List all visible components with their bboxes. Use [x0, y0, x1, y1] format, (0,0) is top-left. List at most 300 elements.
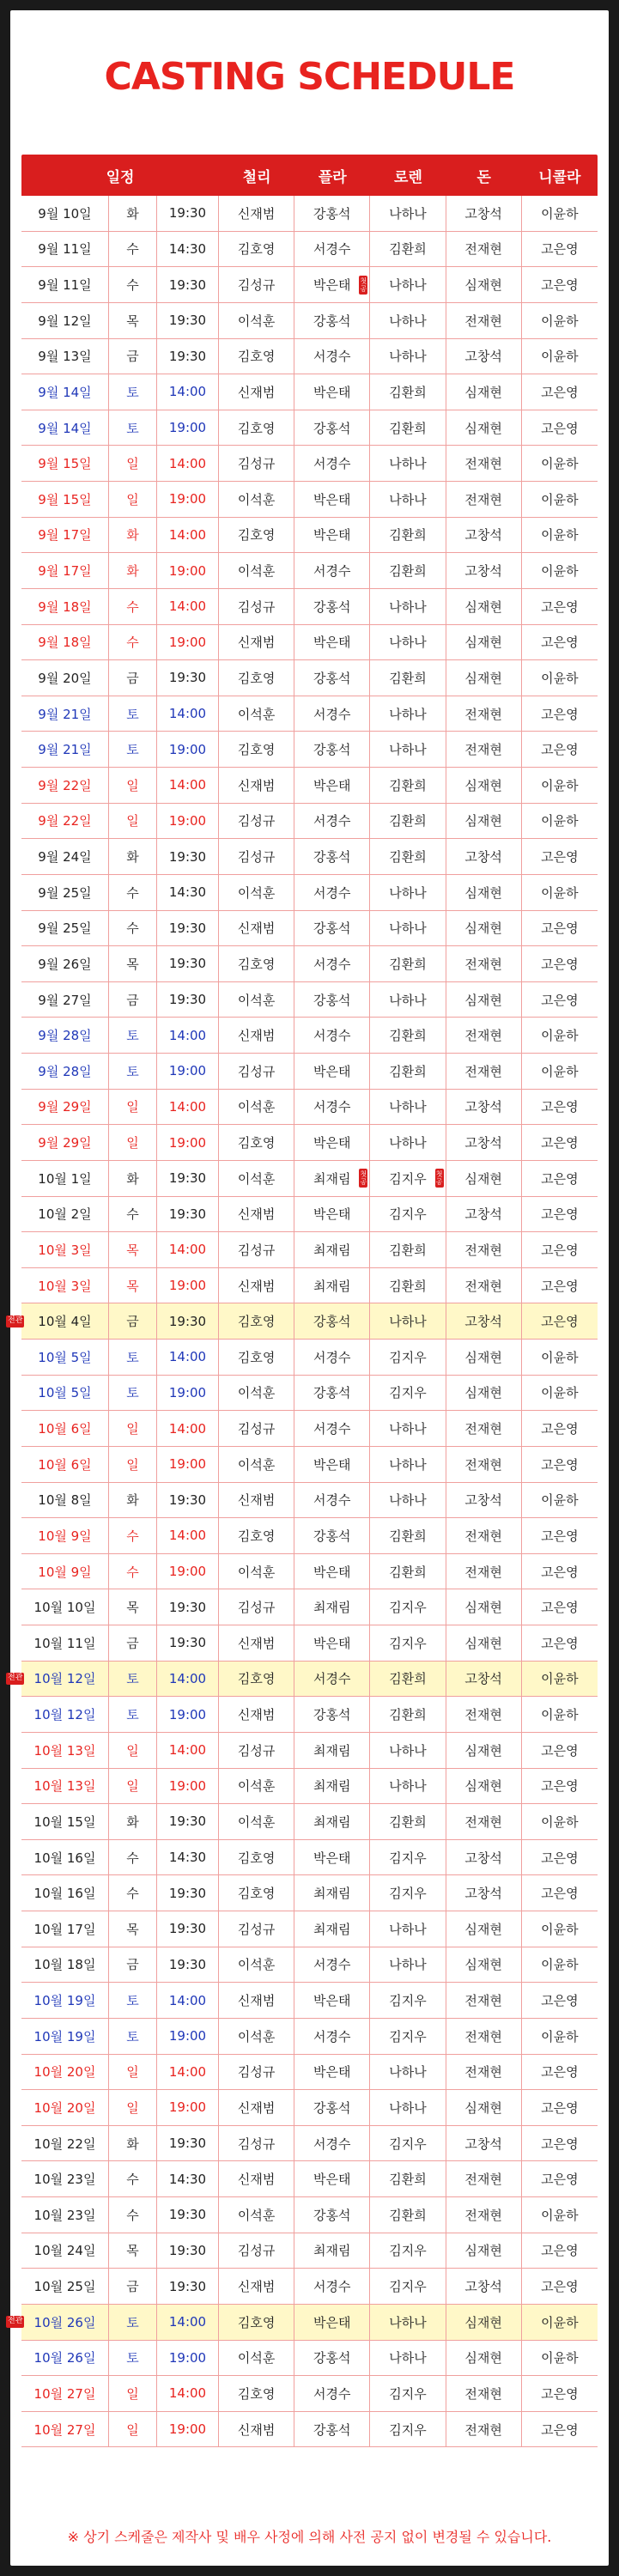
table-row: [21, 839, 598, 875]
cast-cell: [446, 1840, 522, 1875]
time-cell: [157, 1054, 219, 1089]
cast-cell-text: 고창석: [464, 1314, 502, 1330]
cast-cell: [294, 1125, 370, 1160]
cast-cell: [522, 911, 598, 946]
cast-cell: [294, 339, 370, 374]
cast-cell-text: 김호영: [237, 1671, 276, 1687]
cast-cell: [446, 1340, 522, 1375]
time-cell-text: 19:30: [168, 848, 207, 865]
table-row: [21, 875, 598, 911]
day-cell-text: 일: [126, 813, 139, 829]
day-cell-text: 수: [126, 635, 139, 651]
day-cell: [109, 267, 157, 302]
cast-cell-text: 김환희: [389, 1707, 427, 1723]
cast-cell: [522, 1733, 598, 1768]
day-cell-text: 금: [126, 670, 139, 686]
date-cell: [21, 1697, 109, 1732]
cast-cell-text: 고창석: [464, 349, 502, 365]
day-cell-text: 토: [126, 1028, 139, 1044]
time-cell-text: 14:00: [168, 1349, 207, 1365]
cast-cell-text: 고은영: [541, 2421, 579, 2438]
date-cell-text: 9월 20일: [38, 670, 92, 686]
date-cell: [21, 1447, 109, 1482]
day-cell: [109, 1697, 157, 1732]
cast-cell-text: 나하나: [389, 1742, 427, 1759]
cast-cell-text: 전재현: [464, 1063, 502, 1079]
cast-cell: [370, 1018, 446, 1053]
table-row: [21, 804, 598, 840]
cast-cell-text: 김지우: [389, 2136, 427, 2152]
cast-cell: [294, 1911, 370, 1947]
date-cell-text: 10월 6일: [38, 1456, 92, 1473]
cast-cell: [294, 303, 370, 338]
cast-cell-text: 전재현: [464, 1421, 502, 1437]
cast-cell-text: 이석훈: [237, 1564, 276, 1580]
cast-cell-text: 김호영: [237, 349, 276, 365]
cast-cell-text: 김성규: [237, 2064, 276, 2081]
time-cell-text: 14:00: [168, 2314, 207, 2330]
time-cell-text: 19:30: [168, 2242, 207, 2258]
date-cell-text: 10월 17일: [33, 1921, 96, 1937]
table-row: [21, 1947, 598, 1984]
cast-cell-text: 김호영: [237, 527, 276, 544]
time-cell: [157, 1268, 219, 1303]
cast-cell: [219, 625, 294, 660]
day-cell-text: 일: [126, 491, 139, 507]
cast-cell-text: 전재현: [464, 2172, 502, 2188]
time-cell: [157, 2376, 219, 2411]
cast-cell-text: 이윤하: [541, 1921, 579, 1937]
time-cell-text: 14:00: [168, 1528, 207, 1544]
cast-cell-text: 박은태: [313, 1206, 351, 1223]
cast-cell: [446, 267, 522, 302]
cast-cell-text: 신재범: [237, 635, 276, 651]
date-cell-text: 9월 18일: [38, 598, 92, 615]
time-cell-text: 19:30: [168, 1921, 207, 1937]
cast-cell: [522, 1232, 598, 1267]
date-cell: [21, 1340, 109, 1375]
cast-cell-text: 이윤하: [541, 1028, 579, 1044]
day-cell-text: 목: [126, 1242, 139, 1258]
day-cell: [109, 1303, 157, 1339]
cast-cell-text: 고창석: [464, 1671, 502, 1687]
cast-cell-text: 나하나: [389, 1492, 427, 1509]
day-cell-text: 화: [126, 205, 139, 222]
day-cell: [109, 1054, 157, 1089]
cast-cell: [370, 1733, 446, 1768]
time-cell: [157, 374, 219, 410]
cast-cell-text: 신재범: [237, 1707, 276, 1723]
date-cell-text: 10월 19일: [33, 1993, 96, 2009]
cast-cell: [219, 1483, 294, 1518]
cast-cell: [446, 1804, 522, 1839]
time-cell: [157, 1303, 219, 1339]
cast-cell-text: 서경수: [313, 2385, 351, 2402]
cast-cell-text: 김환희: [389, 670, 427, 686]
cast-cell-text: 김성규: [237, 598, 276, 615]
cast-cell: [446, 982, 522, 1018]
cast-cell: [522, 946, 598, 981]
cast-cell-text: 고은영: [541, 706, 579, 722]
table-row: [21, 2090, 598, 2126]
day-cell-text: 토: [126, 1349, 139, 1365]
special-tag: 전관: [6, 2316, 24, 2328]
time-cell: [157, 1804, 219, 1839]
cast-cell-text: 서경수: [313, 813, 351, 829]
date-cell-text: 10월 3일: [38, 1242, 92, 1258]
cast-cell-text: 심재현: [464, 420, 502, 436]
cast-cell-text: 전재현: [464, 456, 502, 472]
cast-cell: [522, 339, 598, 374]
time-cell-text: 19:30: [168, 205, 207, 222]
date-cell-text: 10월 23일: [33, 2172, 96, 2188]
cast-cell: [446, 303, 522, 338]
date-cell-text: 10월 23일: [33, 2207, 96, 2223]
day-cell-text: 화: [126, 2136, 139, 2152]
day-cell: [109, 2412, 157, 2447]
cast-cell-text: 이윤하: [541, 1492, 579, 1509]
cast-cell-text: 서경수: [313, 706, 351, 722]
cast-cell-text: 심재현: [464, 1170, 502, 1187]
cast-cell-text: 이석훈: [237, 2207, 276, 2223]
cast-cell-text: 신재범: [237, 1278, 276, 1294]
cast-cell-text: 김지우: [389, 1600, 427, 1616]
time-cell-text: 19:00: [168, 1063, 207, 1079]
time-cell-text: 19:00: [168, 1384, 207, 1400]
date-cell-text: 10월 3일: [38, 1278, 92, 1294]
cast-cell: [370, 518, 446, 553]
cast-cell: [370, 196, 446, 231]
table-row: [21, 1875, 598, 1911]
cast-cell: [522, 2161, 598, 2196]
cast-cell: [219, 2161, 294, 2196]
cast-cell-text: 강홍석: [313, 670, 351, 686]
table-row: [21, 446, 598, 482]
time-cell-text: 14:00: [168, 526, 207, 543]
date-cell: [21, 339, 109, 374]
cast-cell-text: 신재범: [237, 1492, 276, 1509]
date-cell-text: 9월 10일: [38, 205, 92, 222]
cast-cell-text: 고은영: [541, 992, 579, 1008]
day-cell: [109, 1518, 157, 1553]
cast-cell-text: 김호영: [237, 2314, 276, 2330]
cast-cell-text: 김지우: [389, 2421, 427, 2438]
cast-cell: [446, 804, 522, 839]
day-cell: [109, 1875, 157, 1911]
day-cell-text: 토: [126, 742, 139, 758]
cast-cell-text: 심재현: [464, 2314, 502, 2330]
cast-cell: [522, 1947, 598, 1983]
cast-cell: [370, 768, 446, 803]
table-row: [21, 1804, 598, 1840]
time-cell: [157, 589, 219, 624]
time-cell: [157, 553, 219, 588]
day-cell: [109, 589, 157, 624]
date-cell-text: 9월 24일: [38, 849, 92, 866]
time-cell: [157, 232, 219, 267]
cast-cell: [219, 2233, 294, 2269]
cast-cell: [522, 1197, 598, 1232]
time-cell-text: 14:30: [168, 2171, 207, 2187]
table-row: [21, 1018, 598, 1054]
day-cell: [109, 1983, 157, 2018]
date-cell: [21, 839, 109, 874]
cast-cell: [294, 1161, 370, 1196]
date-cell: [21, 2126, 109, 2161]
cast-cell-text: 박은태: [313, 1135, 351, 1151]
cast-cell-text: 최재림: [313, 2243, 351, 2259]
cast-cell-text: 김환희: [389, 2172, 427, 2188]
time-cell-text: 19:00: [168, 1777, 207, 1794]
day-cell-text: 화: [126, 1814, 139, 1830]
cast-cell: [522, 2019, 598, 2054]
cast-cell: [370, 553, 446, 588]
table-row: [21, 2126, 598, 2162]
cast-cell: [522, 1625, 598, 1661]
cast-cell: [370, 1697, 446, 1732]
day-cell-text: 금: [126, 349, 139, 365]
cast-cell: [294, 482, 370, 517]
cast-cell: [522, 446, 598, 481]
table-row: [21, 1125, 598, 1161]
day-cell: [109, 804, 157, 839]
cast-cell: [522, 2412, 598, 2447]
table-row: [21, 1411, 598, 1447]
day-cell: [109, 911, 157, 946]
cast-cell: [370, 1125, 446, 1160]
cast-cell-text: 고은영: [541, 920, 579, 937]
table-row: [21, 1840, 598, 1876]
time-cell: [157, 2090, 219, 2125]
time-cell-text: 19:00: [168, 1134, 207, 1151]
cast-cell-text: 신재범: [237, 1028, 276, 1044]
time-cell: [157, 946, 219, 981]
date-cell-text: 9월 29일: [38, 1099, 92, 1115]
time-cell-text: 14:00: [168, 455, 207, 471]
cast-cell-text: 서경수: [313, 1099, 351, 1115]
cast-cell: [522, 410, 598, 446]
date-cell-text: 10월 9일: [38, 1528, 92, 1544]
day-cell-text: 토: [126, 1063, 139, 1079]
cast-cell: [522, 196, 598, 231]
cast-cell: [219, 2126, 294, 2161]
time-cell: [157, 1376, 219, 1411]
date-cell: [21, 768, 109, 803]
cast-cell-text: 김호영: [237, 1349, 276, 1365]
day-cell-text: 수: [126, 920, 139, 937]
table-row: [21, 196, 598, 232]
cast-cell: [294, 374, 370, 410]
cast-cell: [522, 1554, 598, 1589]
cast-cell-text: 신재범: [237, 1206, 276, 1223]
time-cell-text: 19:00: [168, 2099, 207, 2116]
cast-cell: [219, 660, 294, 696]
cast-cell: [294, 1947, 370, 1983]
cast-cell: [219, 1662, 294, 1697]
cast-cell: [446, 1625, 522, 1661]
cast-cell-text: 고은영: [541, 1206, 579, 1223]
date-cell-text: 9월 17일: [38, 527, 92, 544]
cast-cell-text: 고은영: [541, 956, 579, 972]
time-cell: [157, 1340, 219, 1375]
first-show-badge: 첫공: [435, 1170, 443, 1187]
time-cell: [157, 1947, 219, 1983]
day-cell: [109, 1340, 157, 1375]
cast-cell-text: 이윤하: [541, 1957, 579, 1973]
schedule-poster: [10, 10, 609, 2566]
cast-cell-text: 서경수: [313, 456, 351, 472]
cast-cell: [446, 1911, 522, 1947]
cast-cell: [446, 2197, 522, 2233]
day-cell-text: 일: [126, 456, 139, 472]
time-cell: [157, 2412, 219, 2447]
cast-cell: [446, 875, 522, 910]
cast-cell-text: 강홍석: [313, 1707, 351, 1723]
cast-cell: [294, 2412, 370, 2447]
table-row: [21, 1518, 598, 1554]
time-cell: [157, 2019, 219, 2054]
day-cell: [109, 875, 157, 910]
date-cell-text: 10월 11일: [33, 1635, 96, 1651]
cast-cell: [294, 1983, 370, 2018]
cast-cell-text: 고은영: [541, 1170, 579, 1187]
cast-cell-text: 김지우: [389, 1886, 427, 1902]
table-row: [21, 1697, 598, 1733]
cast-cell: [219, 2412, 294, 2447]
header-cast-2: 플라: [318, 168, 347, 186]
day-cell-text: 수: [126, 1850, 139, 1866]
cast-cell-text: 김호영: [237, 742, 276, 758]
cast-cell: [446, 1983, 522, 2018]
day-cell: [109, 1625, 157, 1661]
day-cell-text: 토: [126, 2350, 139, 2366]
cast-cell: [522, 1303, 598, 1339]
cast-cell: [294, 1303, 370, 1339]
table-row: [21, 1197, 598, 1233]
cast-cell: [446, 768, 522, 803]
date-cell: [21, 374, 109, 410]
table-row: [21, 2412, 598, 2448]
date-cell-text: 10월 20일: [33, 2099, 96, 2116]
cast-cell-text: 전재현: [464, 706, 502, 722]
cast-cell-text: 김호영: [237, 420, 276, 436]
notice-text: ※ 상기 스케줄은 제작사 및 배우 사정에 의해 사전 공지 없이 변경될 수 있습니다.: [67, 2529, 552, 2545]
time-cell-text: 14:00: [168, 1670, 207, 1686]
date-cell: [21, 2197, 109, 2233]
day-cell-text: 일: [126, 1099, 139, 1115]
cast-cell: [370, 1340, 446, 1375]
cast-cell: [370, 339, 446, 374]
time-cell: [157, 660, 219, 696]
cast-cell: [370, 2341, 446, 2376]
cast-cell-text: 서경수: [313, 241, 351, 258]
cast-cell: [370, 982, 446, 1018]
cast-cell-text: 박은태: [313, 2064, 351, 2081]
cast-cell-text: 김호영: [237, 956, 276, 972]
first-show-badge: 첫공: [360, 276, 367, 293]
day-cell-text: 목: [126, 1600, 139, 1616]
cast-cell: [446, 410, 522, 446]
cast-cell-text: 김호영: [237, 241, 276, 258]
cast-cell-text: 서경수: [313, 1349, 351, 1365]
cast-cell-text: 심재현: [464, 598, 502, 615]
time-cell: [157, 410, 219, 446]
cast-cell-text: 전재현: [464, 1528, 502, 1544]
day-cell: [109, 982, 157, 1018]
cast-cell: [370, 2269, 446, 2304]
day-cell: [109, 2090, 157, 2125]
cast-cell-text: 나하나: [389, 884, 427, 901]
cast-cell: [522, 2269, 598, 2304]
cast-cell: [446, 518, 522, 553]
date-cell-text: 10월 13일: [33, 1778, 96, 1795]
time-cell-text: 19:30: [168, 1956, 207, 1972]
date-cell-text: 10월 26일: [33, 2314, 96, 2330]
cast-cell-text: 고은영: [541, 1421, 579, 1437]
date-cell-text: 9월 21일: [38, 742, 92, 758]
cast-cell: [370, 1197, 446, 1232]
cast-cell-text: 이윤하: [541, 670, 579, 686]
cast-cell-text: 김환희: [389, 777, 427, 793]
time-cell: [157, 1518, 219, 1553]
table-row: [21, 911, 598, 947]
cast-cell: [370, 1804, 446, 1839]
cast-cell: [446, 2412, 522, 2447]
cast-cell-text: 김환희: [389, 956, 427, 972]
day-cell-text: 토: [126, 420, 139, 436]
day-cell-text: 금: [126, 2279, 139, 2295]
day-cell: [109, 2019, 157, 2054]
day-cell: [109, 696, 157, 732]
cast-cell-text: 이윤하: [541, 563, 579, 580]
cast-cell: [294, 1554, 370, 1589]
date-cell-text: 9월 15일: [38, 491, 92, 507]
cast-cell: [522, 2376, 598, 2411]
cast-cell-text: 고은영: [541, 2136, 579, 2152]
cast-cell: [446, 1947, 522, 1983]
cast-cell-text: 고은영: [541, 2243, 579, 2259]
cast-cell-text: 고창석: [464, 849, 502, 866]
time-cell-text: 14:00: [168, 777, 207, 793]
date-cell: [21, 804, 109, 839]
cast-cell: [294, 2341, 370, 2376]
cast-cell: [446, 732, 522, 767]
cast-cell: [370, 1840, 446, 1875]
cast-cell-text: 강홍석: [313, 1528, 351, 1544]
table-row: [21, 1161, 598, 1197]
date-cell-text: 9월 13일: [38, 349, 92, 365]
cast-cell-text: 강홍석: [313, 1314, 351, 1330]
date-cell: [21, 1947, 109, 1983]
time-cell-text: 14:00: [168, 1992, 207, 2008]
cast-cell-text: 최재림: [313, 1600, 351, 1616]
cast-cell-text: 고은영: [541, 2172, 579, 2188]
date-cell: [21, 2376, 109, 2411]
table-row: [21, 589, 598, 625]
date-cell: [21, 1733, 109, 1768]
cast-cell-text: 박은태: [313, 635, 351, 651]
date-cell: [21, 625, 109, 660]
date-cell-text: 10월 16일: [33, 1886, 96, 1902]
cast-cell-text: 박은태: [313, 2314, 351, 2330]
time-cell-text: 19:30: [168, 1170, 207, 1187]
time-cell-text: 14:00: [168, 598, 207, 615]
cast-cell-text: 김환희: [389, 2207, 427, 2223]
cast-cell: [219, 1947, 294, 1983]
cast-cell-text: 나하나: [389, 598, 427, 615]
cast-cell: [294, 2161, 370, 2196]
cast-cell: [370, 2233, 446, 2269]
